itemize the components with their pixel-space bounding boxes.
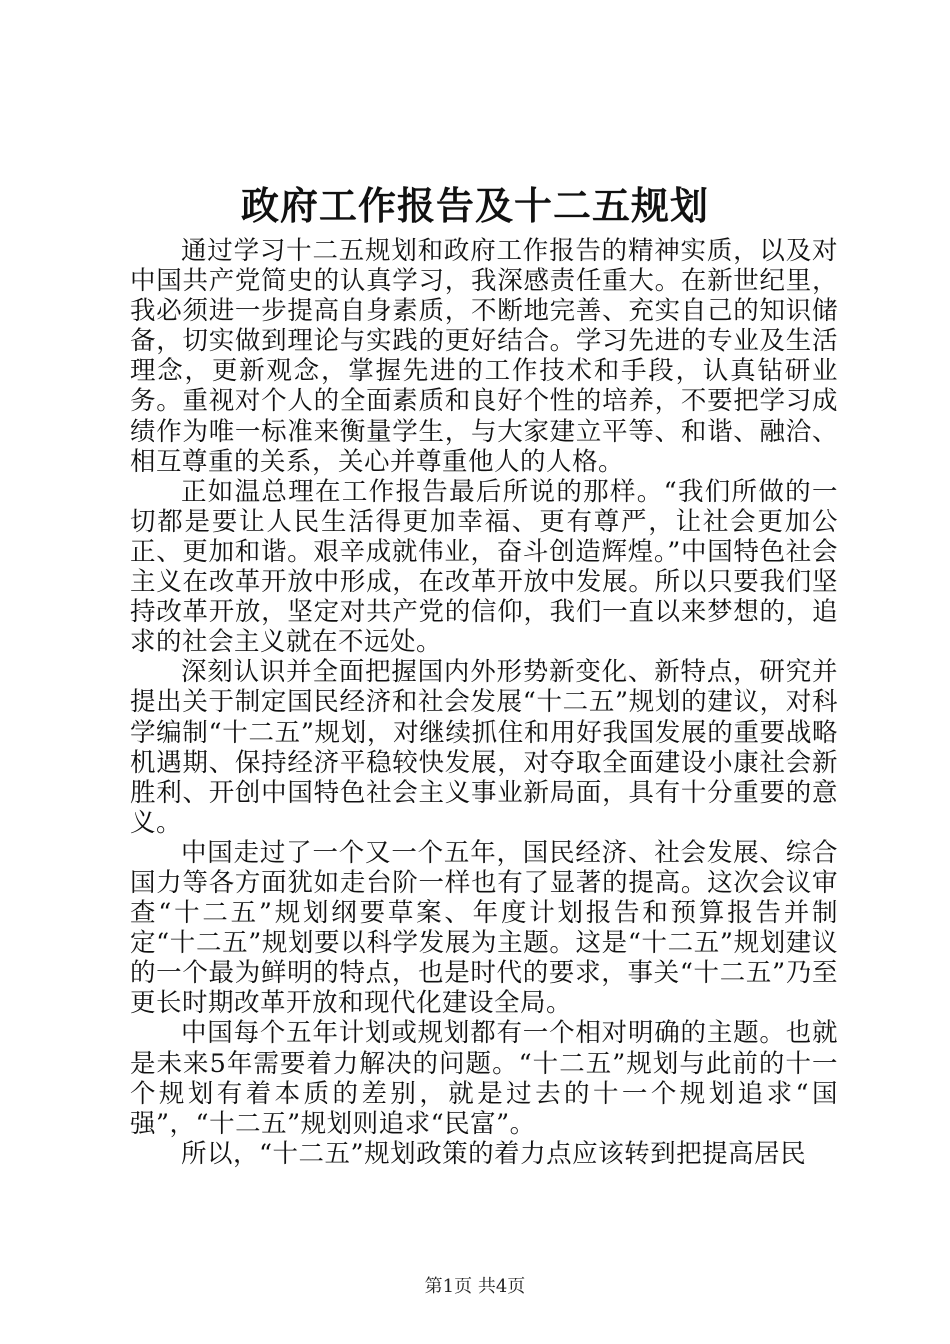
page-footer: 第1页 共4页 [424,1276,526,1297]
paragraph: 深刻认识并全面把握国内外形势新变化、新特点，研究并提出关于制定国民经济和社会发展“十二五”规划的建议，对科学编制“十二五”规划，对继续抓住和用好我国发展的重要战略机遇期、保持经济平稳较快发展，对夺取全面建设小康社会新胜利、开创中国特色社会主义事业新局面，具有十分重要的意义。 [130,657,838,838]
paragraph: 正如温总理在工作报告最后所说的那样。“我们所做的一切都是要让人民生活得更加幸福、更有尊严，让社会更加公正、更加和谐。艰辛成就伟业，奋斗创造辉煌。”中国特色社会主义在改革开放中形成，在改革开放中发展。所以只要我们坚持改革开放，坚定对共产党的信仰，我们一直以来梦想的，追求的社会主义就在不远处。 [130,476,838,658]
paragraph: 所以，“十二五”规划政策的着力点应该转到把提高居民 [181,1138,807,1169]
paragraph: 中国走过了一个又一个五年，国民经济、社会发展、综合国力等各方面犹如走台阶一样也有了显著的提高。这次会议审查“十二五”规划纲要草案、年度计划报告和预算报告并制定“十二五”规划要以科学发展为主题。这是“十二五”规划建议的一个最为鲜明的特点，也是时代的要求，事关“十二五”乃至更长时期改革开放和现代化建设全局。 [130,837,838,1019]
document-body [130,236,838,1169]
paragraph: 通过学习十二五规划和政府工作报告的精神实质，以及对中国共产党简史的认真学习，我深感责任重大。在新世纪里，我必须进一步提高自身素质，不断地完善、充实自己的知识储备，切实做到理论与实践的更好结合。学习先进的专业及生活理念，更新观念，掌握先进的工作技术和手段，认真钻研业务。重视对个人的全面素质和良好个性的培养，不要把学习成绩作为唯一标准来衡量学生，与大家建立平等、和谐、融洽、相互尊重的关系，关心并尊重他人的人格。 [130,236,838,477]
paragraph: 中国每个五年计划或规划都有一个相对明确的主题。也就是未来5年需要着力解决的问题。“十二五”规划与此前的十一个规划有着本质的差别，就是过去的十一个规划追求“国强”，“十二五”规划则追求“民富”。 [130,1018,838,1139]
page-title: 政府工作报告及十二五规划 [240,183,709,228]
